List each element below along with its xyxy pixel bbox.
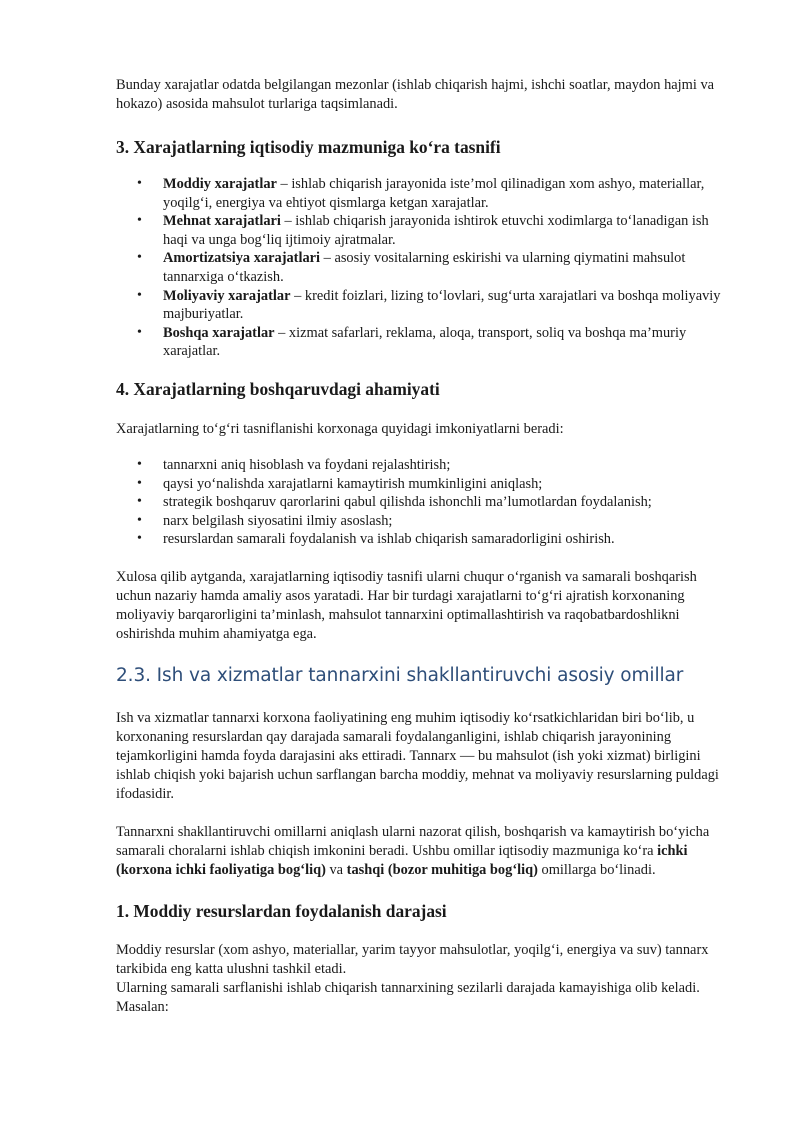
list-item [116, 175, 728, 212]
section-1-heading: 1. Moddiy resurslardan foydalanish darajasi [116, 900, 447, 921]
list-item [116, 212, 728, 249]
section-1-paragraph-1: Moddiy resurslar (xom ashyo, materiallar, yarim tayyor mahsulotlar, yoqilg‘i, energiya va suv) tannarx tarkibida eng katta ulushni tashkil etadi. [116, 941, 709, 977]
list-item-text: – xizmat safarlari, reklama, aloqa, transport, soliq va boshqa ma’muriy xarajatlar. [163, 324, 687, 360]
list-item-text: – ishlab chiqarish jarayonida iste’mol qilinadigan xom ashyo, materiallar, yoqilg‘i, energiya va ehtiyot qismlarga ketgan xarajatlar. [163, 176, 705, 211]
list-item: • resurslardan samarali foydalanish va ishlab chiqarish samaradorligini oshirish. [116, 530, 728, 549]
list-item: • narx belgilash siyosatini ilmiy asoslash; [116, 512, 728, 531]
list-item-term: Boshqa xarajatlar [163, 324, 275, 341]
list-item: • strategik boshqaruv qarorlarini qabul qilishda ishonchli ma’lumotlardan foydalanish; [116, 493, 728, 512]
section-4-heading: 4. Xarajatlarning boshqaruvdagi ahamiyati [116, 378, 440, 399]
list-item: • tannarxni aniq hisoblash va foydani rejalashtirish; [116, 456, 728, 475]
external-factors-bold: tashqi (bozor muhitiga bog‘liq) [346, 861, 538, 878]
list-item-text: – asosiy vositalarning eskirishi va ularning qiymatini mahsulot tannarxiga o‘tkazish. [163, 250, 686, 285]
list-item-term: Amortizatsiya xarajatlari [163, 250, 321, 267]
conclusion-paragraph: Xulosa qilib aytganda, xarajatlarning iqtisodiy tasnifi ularni chuqur o‘rganish va samarali boshqarish uchun nazariy hamda amaliy asos yaratadi. Har bir turdagi xarajatlarni to‘g‘ri ajratish korxonaning moliyaviy barqarorligini ta’minlash, mahsulot tannarxini optimallashtirish va raqobatbardoshlikni oshirishda muhim ahamiyatga ega. [116, 568, 697, 642]
text-run: omillarga bo‘linadi. [537, 861, 656, 878]
list-item: • qaysi yo‘nalishda xarajatlarni kamaytirish mumkinligini aniqlash; [116, 475, 728, 494]
text-run: va [325, 861, 347, 878]
section-4-list [116, 456, 728, 549]
list-item [116, 249, 728, 286]
section-2-3-paragraph-2 [116, 823, 728, 880]
intro-paragraph: Bunday xarajatlar odatda belgilangan mezonlar (ishlab chiqarish hajmi, ishchi soatlar, maydon hajmi va hokazo) asosida mahsulot turlariga taqsimlanadi. [116, 77, 715, 112]
list-item-term: Mehnat xarajatlari [163, 213, 281, 230]
list-item-term: Moliyaviy xarajatlar [163, 287, 291, 304]
list-item-term: Moddiy xarajatlar [163, 176, 277, 192]
list-item-text: – kredit foizlari, lizing to‘lovlari, sug‘urta xarajatlari va boshqa moliyaviy majburiyatlar. [163, 287, 721, 323]
section-1-paragraph-2: Ularning samarali sarflanishi ishlab chiqarish tannarxining sezilarli darajada kamayishiga olib keladi. Masalan: [116, 979, 700, 1015]
list-item [116, 324, 728, 361]
section-4-lead: Xarajatlarning to‘g‘ri tasniflanishi korxonaga quyidagi imkoniyatlarni beradi: [116, 420, 564, 437]
section-2-3-paragraph-1: Ish va xizmatlar tannarxi korxona faoliyatining eng muhim iqtisodiy ko‘rsatkichlaridan biri bo‘lib, u korxonaning resurslardan qay darajada samarali foydalanganligini, ishlab chiqarish jarayonining tejamkorligini hamda foyda darajasini aks ettiradi. Tannarx — bu mahsulot (ish yoki xizmat) birligini ishlab chiqish yoki bajarish uchun sarflangan barcha moddiy, mehnat va moliyaviy resurslarning puldagi ifodasidir. [116, 709, 719, 802]
document-page [116, 76, 728, 1017]
internal-factors-bold: ichki (korxona ichki faoliyatiga bog‘liq) [116, 842, 688, 878]
text-run: Tannarxni shakllantiruvchi omillarni aniqlash ularni nazorat qilish, boshqarish va kamaytirish bo‘yicha samarali choralarni ishlab chiqish imkonini beradi. Ushbu omillar iqtisodiy mazmuniga ko‘ra [116, 823, 710, 859]
section-3-heading: 3. Xarajatlarning iqtisodiy mazmuniga ko‘ra tasnifi [116, 137, 501, 157]
list-item [116, 287, 728, 324]
section-2-3-heading: 2.3. Ish va xizmatlar tannarxini shakllantiruvchi asosiy omillar [116, 664, 684, 686]
section-3-list [116, 175, 728, 361]
list-item-text: – ishlab chiqarish jarayonida ishtirok etuvchi xodimlarga to‘lanadigan ish haqi va unga bog‘liq ijtimoiy ajratmalar. [163, 213, 709, 248]
